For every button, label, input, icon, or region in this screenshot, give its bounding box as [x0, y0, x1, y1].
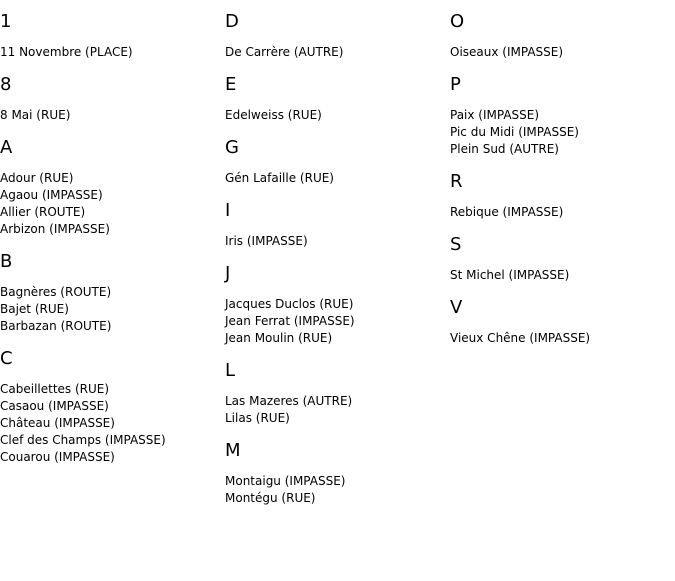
street-list	[225, 107, 450, 124]
street-link[interactable]: Jean Moulin (RUE)	[225, 331, 333, 345]
letter-group-m	[225, 439, 450, 507]
street-list	[225, 233, 450, 250]
street-list	[0, 44, 225, 61]
street-link[interactable]: Oiseaux (IMPASSE)	[450, 45, 564, 59]
street-link[interactable]: Barbazan (ROUTE)	[0, 319, 112, 333]
street-list	[0, 170, 225, 238]
street-link[interactable]: 11 Novembre (PLACE)	[0, 45, 133, 59]
letter-heading: P	[450, 74, 461, 95]
letter-group-b	[0, 250, 225, 335]
letter-heading: B	[0, 251, 13, 272]
street-link[interactable]: Gén Lafaille (RUE)	[225, 171, 334, 185]
street-link[interactable]: Montaigu (IMPASSE)	[225, 474, 346, 488]
street-link[interactable]: Paix (IMPASSE)	[450, 108, 540, 122]
letter-group-d	[225, 10, 450, 61]
letter-heading: I	[225, 200, 231, 221]
street-list	[0, 107, 225, 124]
street-list	[225, 393, 450, 427]
street-link[interactable]: De Carrère (AUTRE)	[225, 45, 344, 59]
letter-heading: E	[225, 74, 237, 95]
letter-heading: V	[450, 297, 463, 318]
street-link[interactable]: St Michel (IMPASSE)	[450, 268, 570, 282]
street-list	[225, 170, 450, 187]
street-list	[450, 107, 675, 158]
letter-heading: G	[225, 137, 239, 158]
letter-group-8	[0, 73, 225, 124]
letter-heading: 1	[0, 11, 12, 32]
street-link[interactable]: Adour (RUE)	[0, 171, 74, 185]
letter-heading: L	[225, 360, 236, 381]
street-link[interactable]: Rebique (IMPASSE)	[450, 205, 564, 219]
street-link[interactable]: Pic du Midi (IMPASSE)	[450, 125, 579, 139]
letter-group-o	[450, 10, 675, 61]
letter-group-i	[225, 199, 450, 250]
letter-group-p	[450, 73, 675, 158]
letter-group-1	[0, 10, 225, 61]
street-list	[0, 284, 225, 335]
letter-group-s	[450, 233, 675, 284]
letter-heading: 8	[0, 74, 12, 95]
street-link[interactable]: Arbizon (IMPASSE)	[0, 222, 110, 236]
street-link[interactable]: Iris (IMPASSE)	[225, 234, 308, 248]
letter-group-a	[0, 136, 225, 238]
street-link[interactable]: Bajet (RUE)	[0, 302, 69, 316]
letter-group-c	[0, 347, 225, 466]
letter-heading: C	[0, 348, 13, 369]
street-link[interactable]: Plein Sud (AUTRE)	[450, 142, 559, 156]
street-link[interactable]: 8 Mai (RUE)	[0, 108, 71, 122]
street-link[interactable]: Cabeillettes (RUE)	[0, 382, 110, 396]
street-link[interactable]: Clef des Champs (IMPASSE)	[0, 433, 166, 447]
street-list	[450, 204, 675, 221]
street-link[interactable]: Montégu (RUE)	[225, 491, 316, 505]
street-list	[450, 267, 675, 284]
street-link[interactable]: Las Mazeres (AUTRE)	[225, 394, 353, 408]
street-list	[450, 44, 675, 61]
letter-heading: A	[0, 137, 13, 158]
letter-heading: S	[450, 234, 462, 255]
street-link[interactable]: Jacques Duclos (RUE)	[225, 297, 354, 311]
street-list	[225, 296, 450, 347]
index-column-3	[450, 10, 675, 359]
street-list	[450, 330, 675, 347]
street-link[interactable]: Vieux Chêne (IMPASSE)	[450, 331, 591, 345]
street-link[interactable]: Edelweiss (RUE)	[225, 108, 322, 122]
letter-heading: D	[225, 11, 239, 32]
street-list	[225, 473, 450, 507]
street-link[interactable]: Allier (ROUTE)	[0, 205, 86, 219]
street-link[interactable]: Agaou (IMPASSE)	[0, 188, 103, 202]
letter-heading: J	[225, 263, 231, 284]
letter-group-l	[225, 359, 450, 427]
index-column-1	[0, 10, 225, 478]
letter-heading: M	[225, 440, 241, 461]
index-column-2	[225, 10, 450, 519]
letter-group-g	[225, 136, 450, 187]
street-link[interactable]: Jean Ferrat (IMPASSE)	[225, 314, 355, 328]
letter-group-r	[450, 170, 675, 221]
street-link[interactable]: Château (IMPASSE)	[0, 416, 115, 430]
letter-group-j	[225, 262, 450, 347]
letter-group-v	[450, 296, 675, 347]
street-link[interactable]: Bagnères (ROUTE)	[0, 285, 112, 299]
letter-heading: O	[450, 11, 465, 32]
street-link[interactable]: Couarou (IMPASSE)	[0, 450, 115, 464]
street-list	[225, 44, 450, 61]
street-list	[0, 381, 225, 466]
letter-group-e	[225, 73, 450, 124]
letter-heading: R	[450, 171, 463, 192]
street-link[interactable]: Lilas (RUE)	[225, 411, 290, 425]
street-link[interactable]: Casaou (IMPASSE)	[0, 399, 109, 413]
